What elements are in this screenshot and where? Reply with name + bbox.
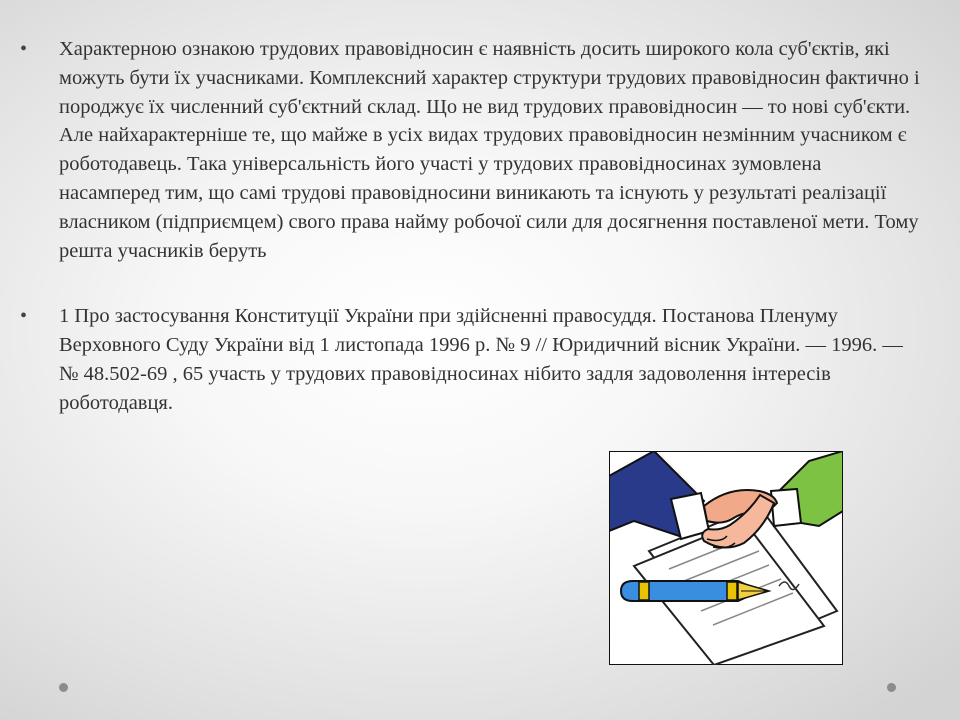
bullet-text: Характерною ознакою трудових правовідносин є наявність досить широкого кола суб'єктів, які можуть бути їх учасниками. Комплексний характер структури трудових правовідносин фактично і породжує їх численний суб'єктний склад. Що не вид трудових правовідносин — то нові суб'єкти. Але найхарактерніше те, що майже в усіх видах трудових правовідносин незмінним учасником є роботодавець. Така універсальність його участі у трудових правовідносинах зумовлена насамперед тим, що самі трудові правовідносини виникають та існують у результаті реалізації власником (підприємцем) свого права найму робочої сили для досягнення поставленої мети. Тому решта учасників беруть xyxy=(59,38,920,262)
decorative-dot-left xyxy=(59,683,68,692)
decorative-dot-right xyxy=(887,683,896,692)
handshake-contract-pen-icon xyxy=(609,451,843,665)
bullet-marker: • xyxy=(20,305,28,328)
bullet-item-1 xyxy=(20,35,920,265)
bullet-text: 1 Про застосування Конституції України при здійсненні правосуддя. Постанова Пленуму Верховного Суду України від 1 листопада 1996 р. № 9 // Юридичний вісник України. — 1996. — № 48.502-69 , 65 участь у трудових правовідносинах нібито задля задоволення інтересів роботодавця. xyxy=(59,305,903,414)
bullet-marker: • xyxy=(20,38,28,60)
bullet-list xyxy=(20,35,920,455)
bullet-item-2 xyxy=(20,302,920,417)
